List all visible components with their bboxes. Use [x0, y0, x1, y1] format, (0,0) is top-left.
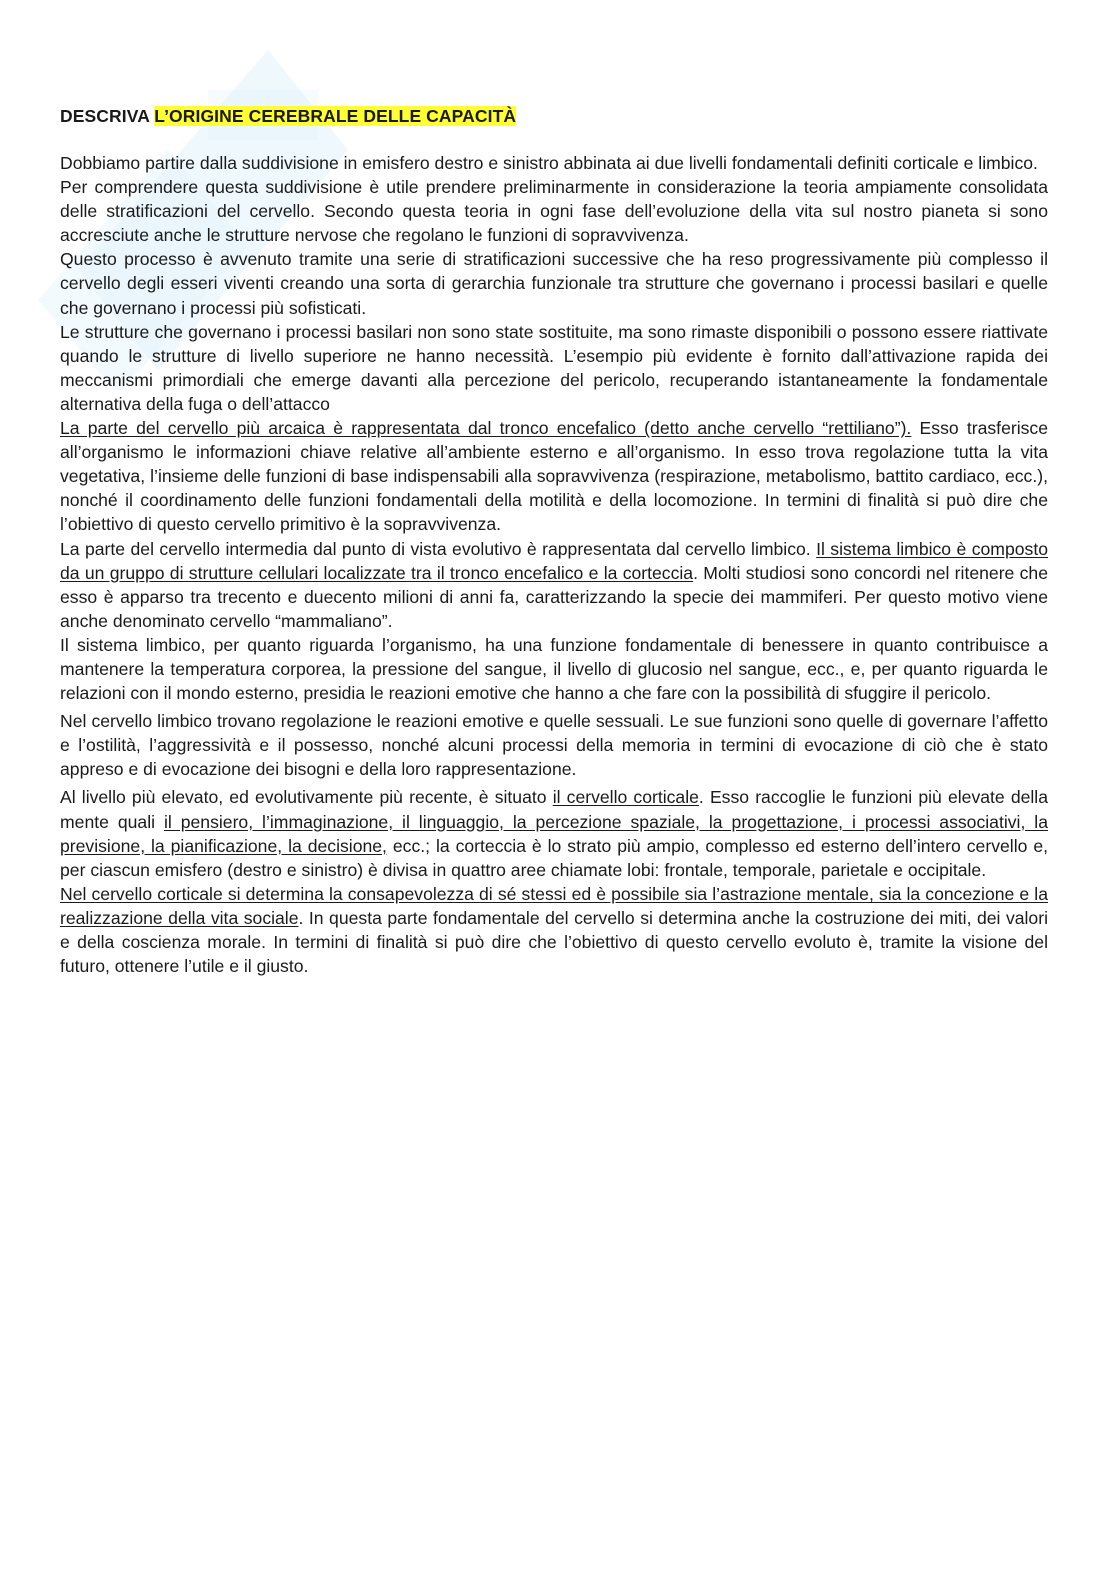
- paragraph-text: . In questa parte fondamentale del cervello si determina anche la costruzione dei miti, dei valori e della coscienza morale. In termini di finalità si può dire che l’obiettivo di questo cervello evoluto è, tramite la visione del futuro, ottenere l’utile e il giusto.: [60, 907, 1048, 977]
- paragraph-text: La parte del cervello intermedia dal punto di vista evolutivo è rappresentata dal cervello limbico.: [60, 538, 817, 559]
- underlined-text: La parte del cervello più arcaica è rappresentata dal tronco encefalico (detto anche cervello “rettiliano”).: [60, 418, 912, 439]
- paragraph-9: [60, 785, 1048, 881]
- paragraph-4: Le strutture che governano i processi basilari non sono state sostituite, ma sono rimaste disponibili o possono essere riattivate quando le strutture di livello superiore ne hanno necessità. L’esempio più evidente è fornito dall’attivazione rapida dei meccanismi primordiali che emerge davanti alla percezione del pericolo, recuperando istantaneamente la fondamentale alternativa della fuga o dell’attacco: [60, 321, 1048, 414]
- paragraph-3: Questo processo è avvenuto tramite una serie di stratificazioni successive che ha reso progressivamente più complesso il cervello degli esseri viventi creando una sorta di gerarchia funzionale tra strutture che governano i processi basilari e quelle che governano i processi più sofisticati.: [60, 249, 1048, 318]
- paragraph-5: [60, 416, 1048, 536]
- paragraph-2: Per comprendere questa suddivisione è utile prendere preliminarmente in considerazione la teoria ampiamente consolidata delle stratificazioni del cervello. Secondo questa teoria in ogni fase dell’evoluzione della vita sul nostro pianeta si sono accresciute anche le strutture nervose che regolano le funzioni di sopravvivenza.: [60, 177, 1048, 246]
- title-highlight: L’ORIGINE CEREBRALE DELLE CAPACITÀ: [154, 106, 517, 126]
- paragraph-6: [60, 537, 1048, 633]
- paragraph-7: Il sistema limbico, per quanto riguarda l’organismo, ha una funzione fondamentale di benessere in quanto contribuisce a mantenere la temperatura corporea, la pressione del sangue, il livello di glucosio nel sangue, ecc., e, per quanto riguarda le relazioni con il mondo esterno, presidia le reazioni emotive che hanno a che fare con la possibilità di sfuggire il pericolo.: [60, 634, 1048, 704]
- paragraph-text: Esso trasferisce all’organismo le informazioni chiave relative all’ambiente esterno e all’organismo. In esso trova regolazione tutta la vita vegetativa, l’insieme delle funzioni di base indispensabili alla sopravvivenza (respirazione, metabolismo, battito cardiaco, ecc.), nonché il coordinamento delle funzioni fondamentali della motilità e della locomozione. In termini di finalità si può dire che l’obiettivo di questo cervello primitivo è la sopravvivenza.: [60, 418, 1049, 535]
- document-title: [60, 106, 1048, 127]
- document-page: [60, 106, 1048, 978]
- paragraph-10: [60, 882, 1048, 978]
- underlined-text: Nel cervello corticale si determina la consapevolezza di sé stessi ed è possibile sia l’astrazione mentale, sia la concezione e la realizzazione della vita sociale: [60, 883, 1048, 928]
- underlined-text: il pensiero, l’immaginazione, il linguaggio, la percezione spaziale, la progettazione, i processi associativi, la previsione, la pianificazione, la decisione,: [60, 811, 1048, 856]
- title-prefix: DESCRIVA: [60, 106, 155, 126]
- paragraph-text: . Esso raccoglie le funzioni più elevate della mente quali: [60, 787, 1049, 832]
- paragraph-text: Al livello più elevato, ed evolutivamente più recente, è situato: [60, 787, 553, 808]
- paragraph-1: Dobbiamo partire dalla suddivisione in emisfero destro e sinistro abbinata ai due livelli fondamentali definiti corticale e limbico.: [60, 153, 1038, 173]
- paragraph-text: ecc.; la corteccia è lo strato più ampio, complesso ed esterno dell’intero cervello e, per ciascun emisfero (destro e sinistro) è divisa in quattro aree chiamate lobi: frontale, temporale, parietale e occipitale.: [60, 835, 1048, 880]
- paragraph-text: . Molti studiosi sono concordi nel ritenere che esso è apparso tra trecento e duecento milioni di anni fa, caratterizzando la specie dei mammiferi. Per questo motivo viene anche denominato cervello “mammaliano”.: [60, 562, 1048, 631]
- underlined-text: il cervello corticale: [552, 787, 699, 808]
- paragraph-8: Nel cervello limbico trovano regolazione le reazioni emotive e quelle sessuali. Le sue funzioni sono quelle di governare l’affetto e l’ostilità, l’aggressività e il possesso, nonché alcuni processi della memoria in termini di evocazione di ciò che è stato appreso e di evocazione dei bisogni e della loro rappresentazione.: [60, 711, 1048, 780]
- underlined-text: Il sistema limbico è composto da un gruppo di strutture cellulari localizzate tra il tronco encefalico e la corteccia: [60, 538, 1048, 583]
